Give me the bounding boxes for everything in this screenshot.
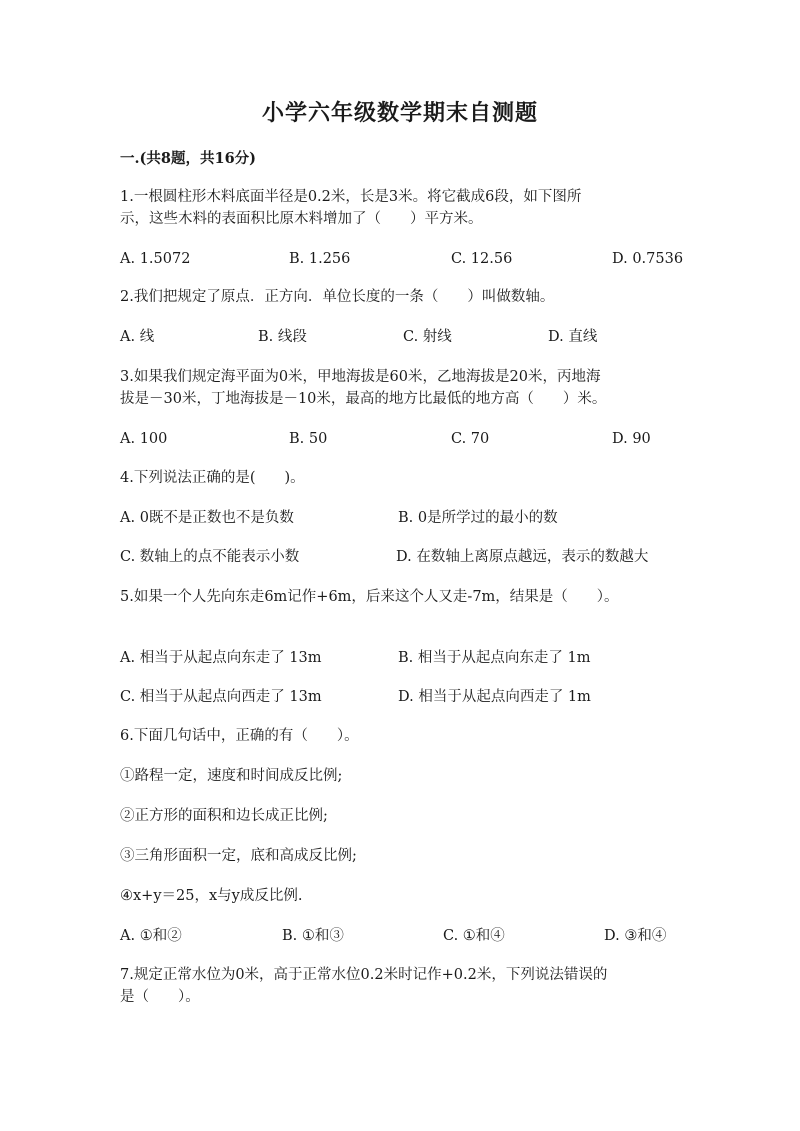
question-5-option-c: C. 相当于从起点向西走了 13m	[120, 689, 322, 705]
question-3-option-c: C. 70	[451, 431, 490, 447]
question-6-option-b: B. ①和③	[282, 928, 344, 944]
question-6-line-1: 6.下面几句话中，正确的有（ ）。	[120, 728, 359, 744]
question-4-option-d: D. 在数轴上离原点越远，表示的数越大	[396, 549, 649, 565]
question-2-option-b: B. 线段	[258, 329, 307, 345]
question-4-option-c: C. 数轴上的点不能表示小数	[120, 549, 300, 565]
question-7-line-2: 是（ ）。	[120, 989, 200, 1005]
page-title: 小学六年级数学期末自测题	[261, 100, 538, 126]
question-5-option-d: D. 相当于从起点向西走了 1m	[398, 689, 591, 705]
section-heading: 一.(共8题，共16分)	[120, 150, 257, 167]
question-5-line-1: 5.如果一个人先向东走6m记作+6m，后来这个人又走-7m，结果是（ ）。	[120, 589, 619, 605]
question-4-line-1: 4.下列说法正确的是( )。	[120, 470, 305, 486]
question-1-line-2: 示，这些木料的表面积比原木料增加了（ ）平方米。	[120, 211, 483, 227]
question-1-option-a: A. 1.5072	[120, 251, 191, 267]
question-5-option-a: A. 相当于从起点向东走了 13m	[120, 650, 322, 666]
question-3-line-2: 拔是－30米，丁地海拔是－10米，最高的地方比最低的地方高（ ）米。	[120, 391, 607, 407]
question-6-statement-3: ③三角形面积一定，底和高成反比例;	[120, 848, 357, 864]
question-6-statement-1: ①路程一定，速度和时间成反比例;	[120, 768, 343, 784]
question-3-line-1: 3.如果我们规定海平面为0米，甲地海拔是60米，乙地海拔是20米，丙地海	[120, 369, 601, 385]
question-2-option-c: C. 射线	[403, 329, 452, 345]
question-1-option-b: B. 1.256	[289, 251, 351, 267]
question-6-option-c: C. ①和④	[443, 928, 505, 944]
question-6-option-a: A. ①和②	[120, 928, 182, 944]
question-3-option-a: A. 100	[120, 431, 168, 447]
question-2-option-a: A. 线	[120, 329, 155, 345]
question-1-option-d: D. 0.7536	[612, 251, 684, 267]
question-1-line-1: 1.一根圆柱形木料底面半径是0.2米，长是3米。将它截成6段，如下图所	[120, 189, 582, 205]
question-3-option-d: D. 90	[612, 431, 651, 447]
question-7-line-1: 7.规定正常水位为0米，高于正常水位0.2米时记作+0.2米，下列说法错误的	[120, 967, 608, 983]
question-4-option-a: A. 0既不是正数也不是负数	[120, 510, 294, 526]
question-6-statement-4: ④x+y＝25，x与y成反比例.	[120, 888, 303, 904]
question-6-statement-2: ②正方形的面积和边长成正比例;	[120, 808, 328, 824]
question-3-option-b: B. 50	[289, 431, 328, 447]
question-4-option-b: B. 0是所学过的最小的数	[398, 510, 558, 526]
question-2-line-1: 2.我们把规定了原点．正方向．单位长度的一条（ ）叫做数轴。	[120, 289, 555, 305]
question-1-option-c: C. 12.56	[451, 251, 513, 267]
question-5-option-b: B. 相当于从起点向东走了 1m	[398, 650, 591, 666]
question-6-option-d: D. ③和④	[604, 928, 667, 944]
question-2-option-d: D. 直线	[548, 329, 598, 345]
